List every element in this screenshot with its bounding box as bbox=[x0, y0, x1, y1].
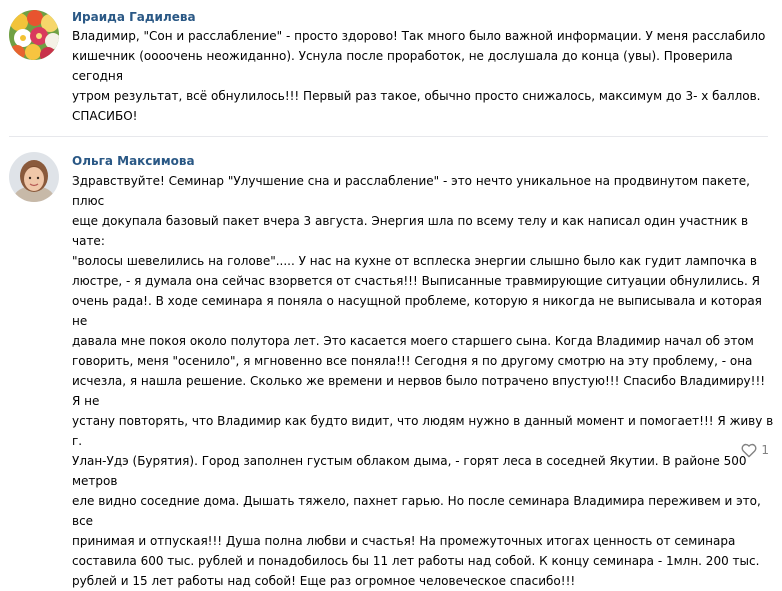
like-count: 1 bbox=[761, 443, 769, 457]
comment-text: Владимир, "Сон и расслабление" - просто здорово! Так много было важной информации. У меня расслабило кишечник (оооочень неожиданно). Уснула после проработок, не дослушала до конца (увы). Проверила сегодня утром результат, всё обнулилось!!! Первый раз такое, обычно просто снижалось, максимум до 3- х баллов. СПАСИБО! bbox=[72, 29, 766, 123]
comment-text: Здравствуйте! Семинар "Улучшение сна и расслабление" - это нечто уникальное на продвинутом пакете, плюс еще докупала базовый пакет вчера 3 августа. Энергия шла по всему телу и как написал один участник в чате: "волосы шевелились на голове"..... У нас на кухне от всплеска энергии слышно было как гудит лампочка в люстре, - я думала она сейчас взорвется от счастья!!! Выписанные травмирующие ситуации обнулились. Я очень рада!. В ходе семинара я поняла о насущной проблеме, которую я никогда не выписывала и которая не давала мне покоя около полутора лет. Это касается моего старшего сына. Когда Владимир начал об этом говорить, меня "осенило", я мгновенно все поняла!!! Сегодня я по другому смотрю на эту проблему, - она исчезла, я нашла решение. Сколько же времени и нервов было потрачено впустую!!! Спасибо Владимиру!!! Я не устану повторять, что Владимир как будто видит, что людям нужно в данный момент и помогает!!! Я живу в г. Улан-Удэ (Бурятия). Город заполнен густым облаком дыма, - горят леса в соседней Якутии. В районе 500 метров еле видно соседние дома. Дышать тяжело, пахнет гарью. Но после семинара Владимира переживем и это, все принимая и отпуская!!! Душа полна любви и счастья! На промежуточных итогах ценность от семинара составила 600 тыс. рублей и понадобилось бы 11 лет работы над собой. К концу семинара - 1млн. 200 тыс. рублей и 15 лет работы над собой! Еще раз огромное человеческое спасибо!!! bbox=[72, 174, 774, 588]
comment-1 bbox=[0, 0, 782, 136]
heart-outline-icon bbox=[741, 443, 757, 458]
avatar[interactable] bbox=[9, 152, 59, 202]
comment-author[interactable]: Ольга Максимова bbox=[72, 154, 195, 168]
avatar[interactable] bbox=[9, 10, 59, 60]
like-button[interactable] bbox=[741, 442, 769, 458]
comment-author[interactable]: Ираида Гадилева bbox=[72, 10, 196, 24]
comment-2 bbox=[0, 137, 782, 588]
